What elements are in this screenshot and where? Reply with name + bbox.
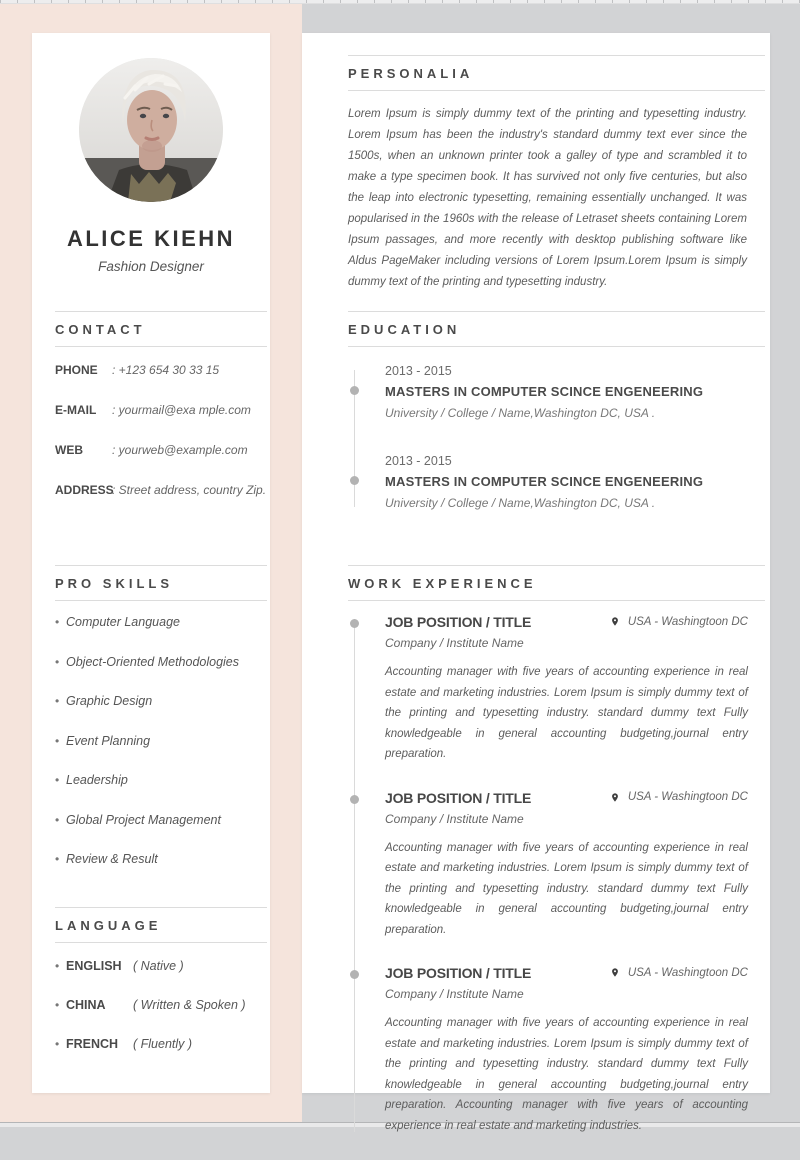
job-company: Company / Institute Name xyxy=(385,987,524,1001)
person-job-title: Fashion Designer xyxy=(98,259,204,274)
timeline-dot xyxy=(350,476,359,485)
sidebar-card xyxy=(32,33,270,1093)
divider xyxy=(348,90,765,91)
job-description: Accounting manager with five years of accounting experience in real estate and marketing industries. Lorem Ipsum is simply dummy text of the printing and typesetting industry. standard dummy text Fully knowledgeable in general accounting budgeting,journal entry preparation. Accounting manager with five years of accounting experience in real estate and marketing industries. xyxy=(385,1017,748,1132)
job-company: Company / Institute Name xyxy=(385,811,524,826)
work-experience-section xyxy=(348,565,765,1160)
contact-heading: CONTACT xyxy=(55,322,146,337)
divider xyxy=(348,346,765,347)
skill-item xyxy=(55,852,267,867)
job-entry xyxy=(385,613,765,765)
job-title: JOB POSITION / TITLE xyxy=(385,614,532,630)
job-company: Company / Institute Name xyxy=(385,636,524,650)
contact-section xyxy=(55,311,267,523)
person-name: ALICE KIEHN xyxy=(66,226,236,251)
contact-label: WEB xyxy=(55,443,83,457)
language-level: ( Fluently ) xyxy=(133,1037,193,1051)
timeline-dot xyxy=(350,970,359,979)
education-section xyxy=(348,311,765,544)
language-heading: LANGUAGE xyxy=(55,918,162,933)
job-entry xyxy=(385,789,765,941)
location-pin-icon xyxy=(610,966,620,979)
education-school: University / College / Name,Washington DC, USA . xyxy=(385,496,656,510)
skill-item xyxy=(55,615,267,630)
contact-label: E-MAIL xyxy=(55,403,97,417)
skill-item xyxy=(55,773,267,788)
job-location xyxy=(610,791,748,804)
job-description: Accounting manager with five years of accounting experience in real estate and marketing industries. Lorem Ipsum is simply dummy text of the printing and typesetting industry. standard dummy text Fully knowledgeable in general accounting budgeting,journal entry preparation. xyxy=(385,666,748,760)
email-value: : yourmail@exa mple.com xyxy=(112,403,251,417)
language-level: ( Native ) xyxy=(133,959,184,973)
language-level: ( Written & Spoken ) xyxy=(133,998,246,1012)
job-description: Accounting manager with five years of accounting experience in real estate and marketing industries. Lorem Ipsum is simply dummy text of the printing and typesetting industry. standard dummy text Fully knowledgeable in general accounting budgeting,journal entry preparation. xyxy=(385,841,748,936)
personalia-text: Lorem Ipsum is simply dummy text of the printing and typesetting industry. Lorem Ipsum has been the industry's standard dummy text ever since the 1500s, when an unknown printer took a galley of type and scrambled it to make a type specimen book. It has survived not only five centuries, but also the leap into electronic typesetting, remaining essentially unchanged. It was popularised in the 1960s with the release of Letraset sheets containing Lorem Ipsum passages, and more recently with desktop publishing software like Aldus PageMaker including versions of Lorem Ipsum.Lorem Ipsum is simply dummy text of the printing and typesetting industry. xyxy=(348,108,747,288)
skill-label: Object-Oriented Methodologies xyxy=(66,654,240,669)
skill-label: Review & Result xyxy=(66,852,158,866)
education-entry xyxy=(385,364,765,421)
skill-label: Event Planning xyxy=(66,733,151,748)
job-location-text: USA - Washingtoon DC xyxy=(627,615,748,628)
language-section xyxy=(55,907,267,1076)
language-item xyxy=(55,998,267,1013)
skill-label: Computer Language xyxy=(66,615,180,629)
main-card xyxy=(302,33,770,1132)
education-degree: MASTERS IN COMPUTER SCINCE ENGENEERING xyxy=(385,474,704,489)
education-entry xyxy=(385,454,765,511)
language-name: ENGLISH xyxy=(66,959,122,973)
language-name: CHINA xyxy=(66,998,106,1012)
phone-value: : +123 654 30 33 15 xyxy=(112,363,220,377)
contact-label: ADDRESS xyxy=(55,483,114,497)
job-entry xyxy=(385,964,765,1136)
contact-row-phone xyxy=(55,363,267,378)
avatar xyxy=(79,58,223,202)
contact-row-address xyxy=(55,483,267,498)
education-dates: 2013 - 2015 xyxy=(385,454,452,468)
skill-item xyxy=(55,694,267,709)
bullet-icon: • xyxy=(55,694,60,708)
location-pin-icon xyxy=(610,615,620,628)
skill-label: Graphic Design xyxy=(66,694,153,708)
job-location-text: USA - Washingtoon DC xyxy=(627,791,748,803)
timeline-line xyxy=(354,619,355,1132)
language-item xyxy=(55,959,267,974)
education-heading: EDUCATION xyxy=(348,322,461,337)
personalia-heading: PERSONALIA xyxy=(348,66,474,81)
job-title: JOB POSITION / TITLE xyxy=(385,965,532,981)
skills-section xyxy=(55,565,267,892)
skill-item xyxy=(55,734,267,749)
bullet-icon: • xyxy=(55,1037,60,1051)
language-name: FRENCH xyxy=(66,1037,119,1051)
timeline-dot xyxy=(350,386,359,395)
profile-photo xyxy=(79,58,223,202)
bullet-icon: • xyxy=(55,615,60,629)
job-location xyxy=(610,615,748,628)
skill-label: Leadership xyxy=(66,773,128,787)
divider xyxy=(55,942,267,943)
skill-item xyxy=(55,655,267,670)
bullet-icon: • xyxy=(55,852,60,866)
contact-row-web xyxy=(55,443,267,458)
education-school: University / College / Name,Washington DC, USA . xyxy=(385,406,656,420)
contact-row-email xyxy=(55,403,267,418)
divider xyxy=(55,600,267,601)
divider xyxy=(348,600,765,601)
address-value: : Street address, country Zip. xyxy=(112,483,267,497)
job-title: JOB POSITION / TITLE xyxy=(385,789,532,806)
bullet-icon: • xyxy=(55,733,60,748)
bullet-icon: • xyxy=(55,773,60,787)
location-pin-icon xyxy=(610,791,620,804)
skill-item xyxy=(55,813,267,828)
job-location xyxy=(610,966,748,979)
web-value: : yourweb@example.com xyxy=(112,443,248,457)
job-location-text: USA - Washingtoon DC xyxy=(627,966,748,979)
skill-label: Global Project Management xyxy=(66,812,221,827)
divider xyxy=(55,346,267,347)
timeline-dot xyxy=(350,619,359,628)
work-experience-heading: WORK EXPERIENCE xyxy=(348,576,537,591)
bullet-icon: • xyxy=(55,998,60,1012)
personalia-section xyxy=(348,55,765,293)
education-degree: MASTERS IN COMPUTER SCINCE ENGENEERING xyxy=(385,384,704,399)
education-dates: 2013 - 2015 xyxy=(385,364,452,378)
timeline-dot xyxy=(350,795,359,804)
bullet-icon: • xyxy=(55,959,60,973)
bullet-icon: • xyxy=(55,812,60,827)
contact-label: PHONE xyxy=(55,363,98,377)
language-item xyxy=(55,1037,267,1052)
skills-heading: PRO SKILLS xyxy=(55,576,174,591)
bullet-icon: • xyxy=(55,654,60,669)
